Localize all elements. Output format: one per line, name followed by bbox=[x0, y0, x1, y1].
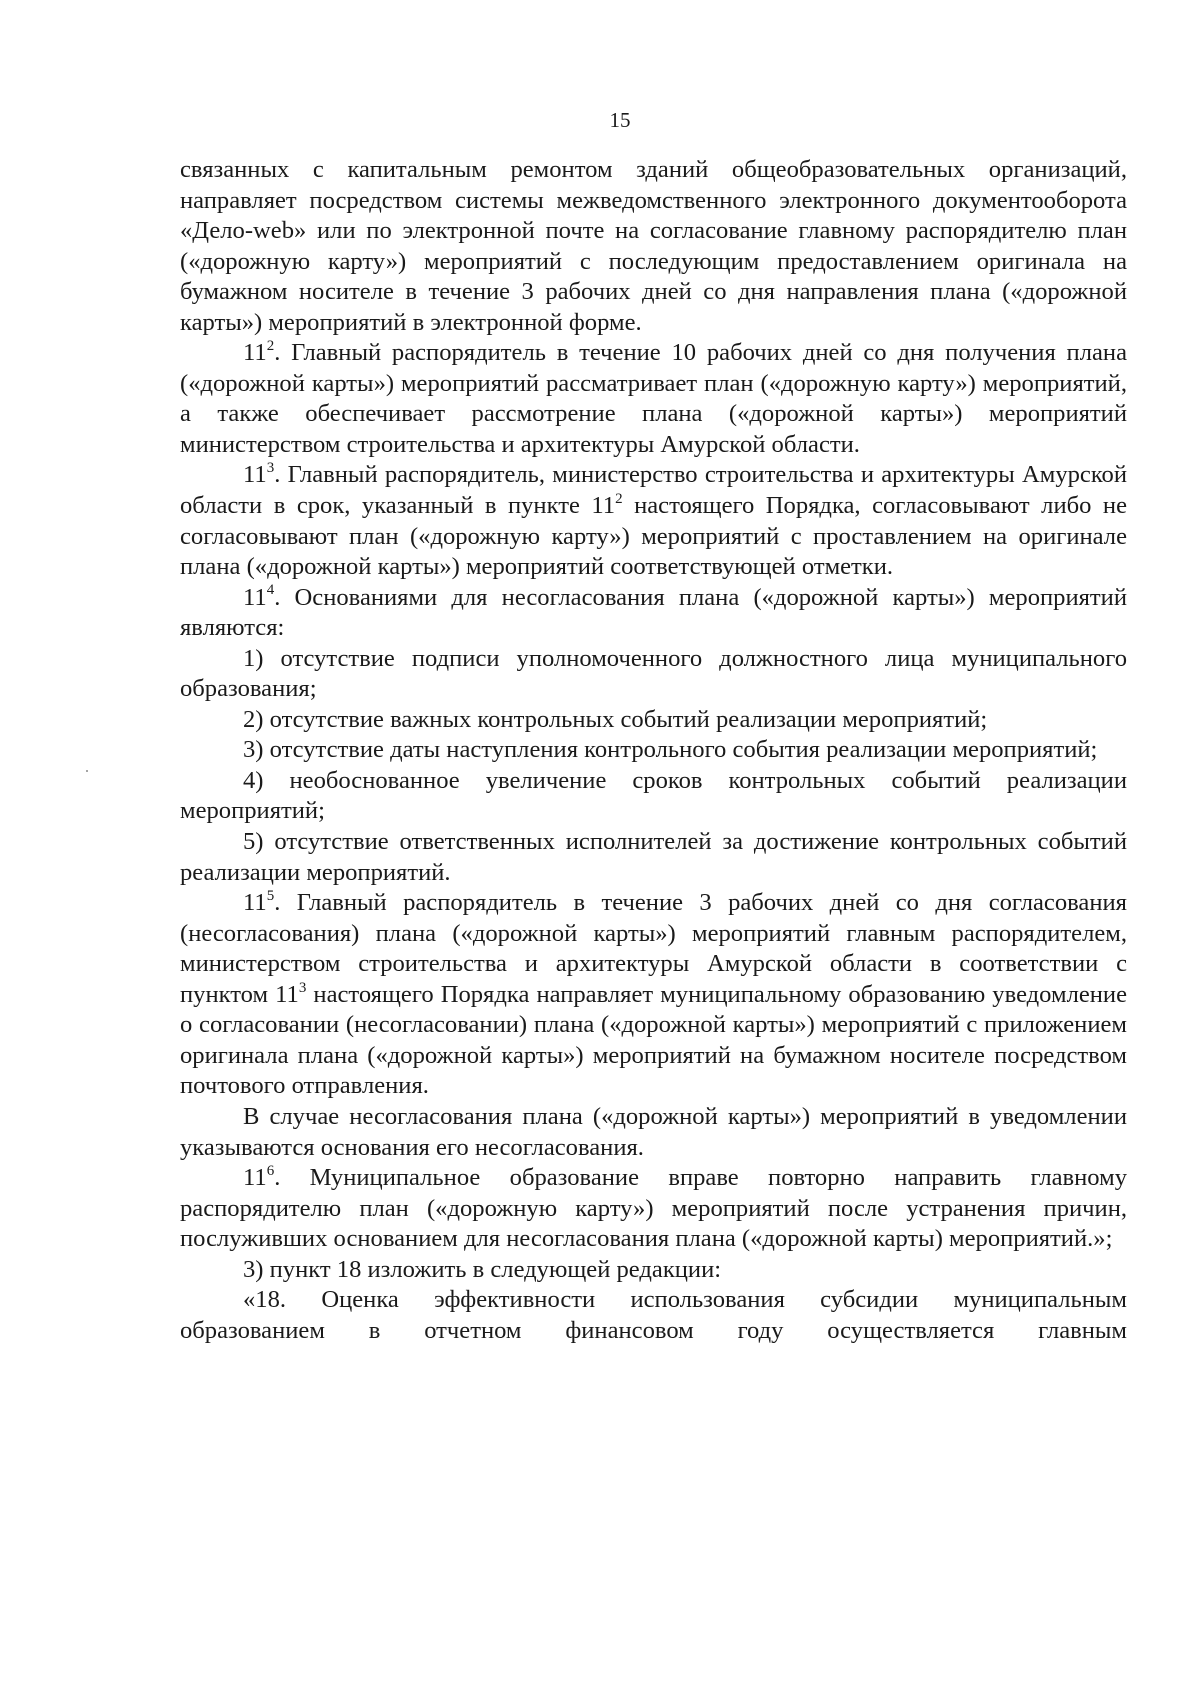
clause-superscript: 2 bbox=[266, 338, 275, 355]
paragraph-rejection-note: В случае несогласования плана («дорожной карты») мероприятий в уведомлении указываются основания его несогласования. bbox=[180, 1102, 1127, 1161]
clause-superscript: 3 bbox=[266, 460, 275, 477]
clause-text: . Главный распорядитель, министерство строительства и архитектуры Амурской области в срок, указанный в пункте bbox=[180, 461, 1127, 520]
paragraph-11-6 bbox=[180, 1163, 1127, 1255]
paragraph-continuation: связанных с капитальным ремонтом зданий общеобразовательных организаций, направляет посредством системы межведомственного электронного документооборота «Дело-web» или по электронной почте на согласование главному распорядителю план («дорожную карту») мероприятий с последующим предоставлением оригинала на бумажном носителе в течение 3 рабочих дней со дня направления плана («дорожной карты») мероприятий в электронной форме. bbox=[180, 156, 1127, 336]
clause-number: 11 bbox=[243, 339, 267, 367]
clause-number: 11 bbox=[243, 889, 267, 917]
clause-superscript: 4 bbox=[266, 582, 275, 599]
paragraph-11-2 bbox=[180, 338, 1127, 460]
paragraph-clause-18: «18. Оценка эффективности использования субсидии муниципальным образованием в отчетном финансовом году осуществляется главным bbox=[180, 1286, 1127, 1344]
clause-reference-number: 11 bbox=[591, 492, 616, 520]
list-item: 4) необоснованное увеличение сроков контрольных событий реализации мероприятий; bbox=[180, 766, 1127, 825]
clause-superscript: 6 bbox=[266, 1162, 275, 1179]
clause-text: . Главный распорядитель в течение 10 рабочих дней со дня получения плана («дорожной карты») мероприятий рассматривает план («дорожную карту») мероприятий, а также обеспечивает рассмотрение плана («дорожной карты») мероприятий министерством строительства и архитектуры Амурской области. bbox=[180, 339, 1127, 458]
clause-reference-number: 11 bbox=[275, 980, 299, 1008]
page-number: 15 bbox=[609, 108, 631, 132]
paragraph-11-4 bbox=[180, 583, 1127, 644]
clause-text: . Муниципальное образование вправе повторно направить главному распорядителю план («дорожную карту») мероприятий после устранения причин, послуживших основанием для несогласования плана («дорожной карты) мероприятий.»; bbox=[180, 1164, 1127, 1253]
paragraph-amendment-item: 3) пункт 18 изложить в следующей редакции: bbox=[243, 1255, 722, 1283]
clause-text: настоящего Порядка, согласовывают либо не согласовывают план («дорожную карту») мероприятий с проставлением на оригинале плана («дорожной карты») мероприятий соответствующей отметки. bbox=[180, 492, 1127, 581]
clause-reference-superscript: 3 bbox=[298, 979, 307, 996]
clause-text: . Основаниями для несогласования плана («дорожной карты») мероприятий являются: bbox=[180, 583, 1127, 642]
clause-number: 11 bbox=[243, 583, 267, 611]
clause-number: 11 bbox=[243, 1164, 267, 1192]
list-item: 3) отсутствие даты наступления контрольного события реализации мероприятий; bbox=[243, 736, 1098, 764]
list-item: 5) отсутствие ответственных исполнителей за достижение контрольных событий реализации мероприятий. bbox=[180, 828, 1127, 886]
clause-reference-superscript: 2 bbox=[615, 490, 623, 507]
clause-number: 11 bbox=[243, 461, 267, 489]
clause-text: настоящего Порядка направляет муниципальному образованию уведомление о согласовании (несогласовании) плана («дорожной карты») мероприятий с приложением оригинала плана («дорожной карты») мероприятий на бумажном носителе посредством почтового отправления. bbox=[180, 980, 1127, 1100]
document-body bbox=[180, 155, 1127, 1346]
paragraph-11-5 bbox=[180, 888, 1127, 1102]
clause-text: . Главный распорядитель в течение 3 рабочих дней со дня согласования (несогласования) плана («дорожной карты») мероприятий главным распорядителем, министерством строительства и архитектуры Амурской области в соответствии с пунктом bbox=[180, 889, 1127, 1008]
clause-superscript: 5 bbox=[266, 887, 275, 904]
list-item: 2) отсутствие важных контрольных событий реализации мероприятий; bbox=[243, 705, 988, 733]
scan-speck bbox=[86, 770, 88, 772]
paragraph-11-3 bbox=[180, 460, 1127, 582]
list-item: 1) отсутствие подписи уполномоченного должностного лица муниципального образования; bbox=[180, 644, 1127, 703]
